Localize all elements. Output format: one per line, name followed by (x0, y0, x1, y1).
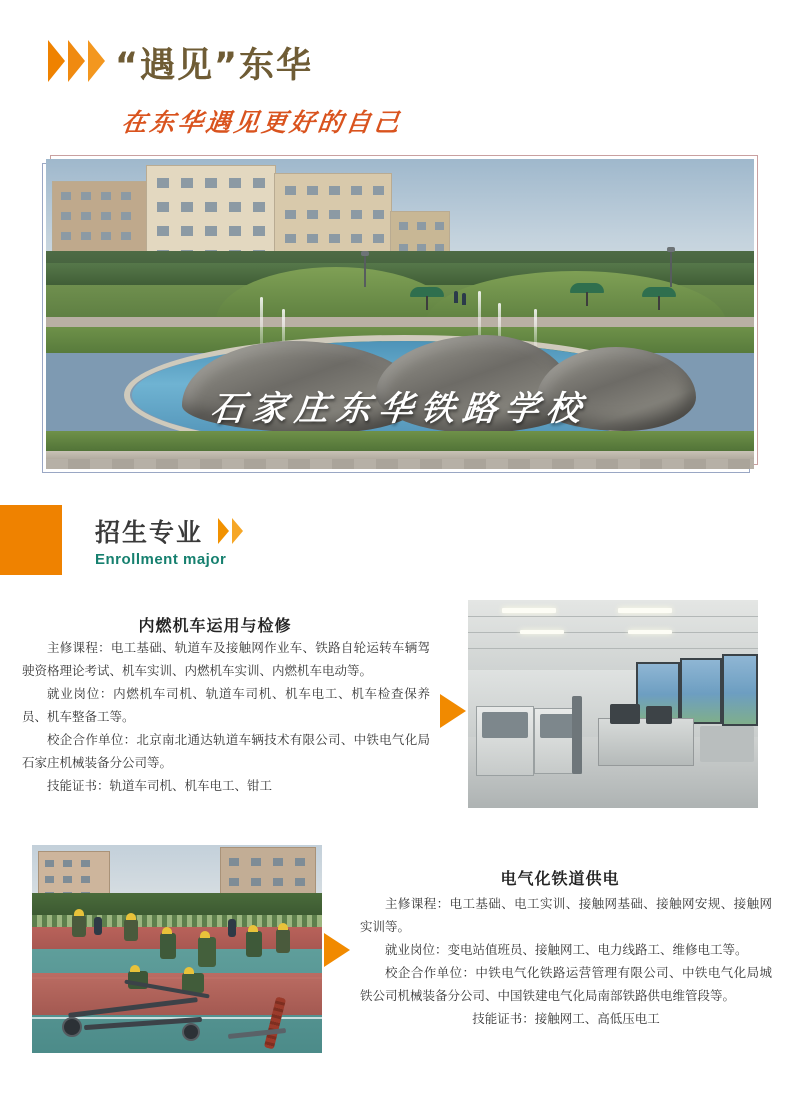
person (462, 293, 466, 305)
person (228, 919, 236, 937)
front-lawn (46, 431, 754, 453)
tool-wheel (62, 1017, 82, 1037)
garden-umbrella (642, 287, 676, 297)
simulator-screen (680, 658, 722, 724)
chevron-right-icon (48, 40, 65, 82)
trainee (160, 933, 176, 959)
arrow-right-icon (440, 694, 466, 728)
person (94, 917, 102, 935)
ceiling-light (618, 608, 672, 613)
section-title-en: Enrollment major (95, 551, 227, 568)
monitor (646, 706, 672, 724)
monitor (610, 704, 640, 724)
ceiling-light (520, 630, 564, 634)
arrow-right-icon (324, 933, 350, 967)
tool-wheel (182, 1023, 200, 1041)
chevron-right-icon (88, 40, 105, 82)
garden-umbrella (570, 283, 604, 293)
catenary-training-ground-photo (32, 845, 322, 1053)
simulator-screen (722, 654, 758, 726)
ceiling-light (502, 608, 556, 613)
lamp-post (364, 255, 366, 287)
trainee (198, 937, 216, 967)
chevron-right-icon (218, 518, 229, 544)
major-body-2 (360, 892, 772, 1030)
chevron-right-icon (232, 518, 243, 544)
garden-umbrella (410, 287, 444, 297)
cabinet-panel (540, 714, 576, 738)
front-paving (46, 459, 754, 469)
trainee (124, 919, 138, 941)
major-line: 技能证书：接触网工、高低压电工 (472, 1011, 660, 1026)
ceiling-light (628, 630, 672, 634)
person (454, 291, 458, 303)
control-console (598, 718, 694, 766)
trainee (246, 931, 262, 957)
section-heading (95, 518, 226, 568)
page-header (0, 0, 800, 150)
section-title-cn: 招生专业 (95, 518, 204, 547)
major-line: 技能证书：轨道车司机、机车电工、钳工 (47, 778, 273, 793)
campus-fountain-photo (46, 159, 754, 469)
school-name-text: 石家庄东华铁路学校 (208, 389, 591, 429)
major-body-1 (22, 636, 430, 797)
major-line: 主修课程：电工基础、轨道车及接触网作业车、铁路自轮运转车辆驾驶资格理论考试、机车实训、内燃机车实训、内燃机车电动等。 (22, 640, 430, 678)
major-line: 就业岗位：变电站值班员、接触网工、电力线路工、维修电工等。 (385, 942, 748, 957)
page-subtitle: 在东华遇见更好的自己 (120, 108, 404, 137)
trainee (72, 915, 86, 937)
lamp-post (670, 251, 672, 287)
trainee (276, 929, 290, 953)
major-title-1: 内燃机车运用与检修 (138, 616, 292, 635)
side-table (700, 726, 754, 762)
locomotive-simulator-lab-photo (468, 600, 758, 808)
major-line: 就业岗位：内燃机车司机、轨道车司机、机车电工、机车检查保养员、机车整备工等。 (22, 686, 430, 724)
section-chevron-group (218, 518, 243, 544)
page-title: “遇见”东华 (115, 38, 313, 88)
hero-photo-block (42, 155, 758, 475)
cabinet-panel (482, 712, 528, 738)
major-title-2: 电气化铁道供电 (500, 869, 620, 888)
major-line: 主修课程：电工基础、电工实训、接触网基础、接触网安规、接触网实训等。 (360, 896, 772, 934)
major-line: 校企合作单位：北京南北通达轨道车辆技术有限公司、中铁电气化局石家庄机械装备分公司等。 (22, 732, 430, 770)
major-line: 校企合作单位：中铁电气化铁路运营管理有限公司、中铁电气化局城铁公司机械装备分公司、中国铁建电气化局南部铁路供电维管段等。 (360, 965, 772, 1003)
chevron-right-icon (68, 40, 85, 82)
header-chevron-group (48, 40, 105, 82)
support-column (572, 696, 582, 774)
